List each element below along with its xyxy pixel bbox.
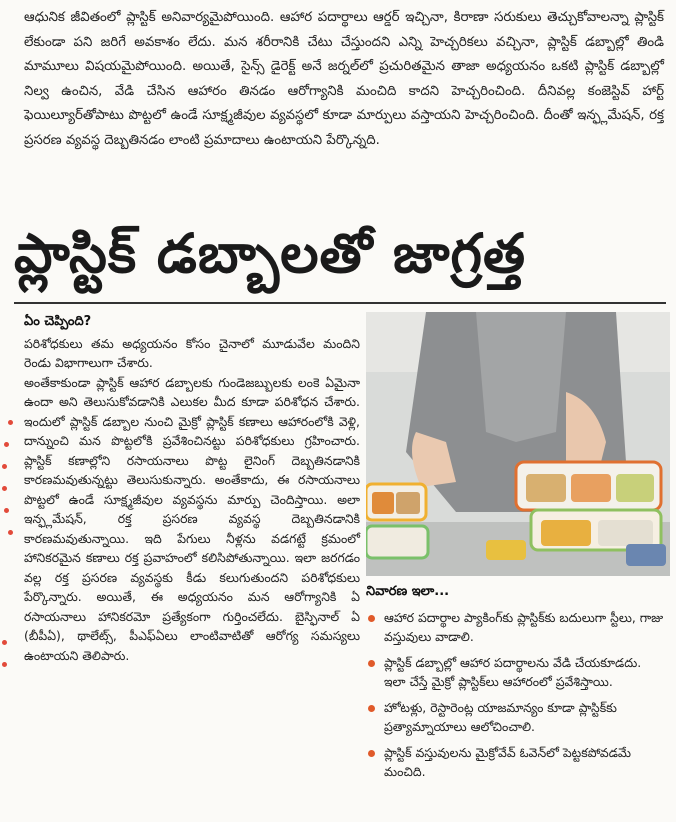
intro-paragraph-block (24, 6, 664, 153)
food-containers-photo (366, 312, 670, 576)
bullet-dot-icon (368, 615, 375, 622)
prevention-item (366, 653, 666, 692)
prevention-column (366, 582, 666, 788)
headline-rule (14, 302, 666, 304)
prevention-item-text: హోటళ్లు, రెస్టారెంట్ల యాజమాన్యం కూడా ప్లాస్టిక్‌కు ప్రత్యామ్నాయాలు ఆలోచించాలి. (384, 699, 617, 734)
prevention-item-text: ప్లాస్టిక్ వస్తువులను మైక్రోవేవ్ ఓవెన్‌లో పెట్టకపోవడమే మంచిది. (384, 744, 632, 779)
prevention-item (366, 743, 666, 782)
prevention-item (366, 608, 666, 647)
story-paragraph-1: పరిశోధకులు తమ అధ్యయనం కోసం చైనాలో మూడువేల మందిని రెండు విభాగాలుగా చేశారు. (24, 335, 360, 370)
bullet-dot-icon (368, 660, 375, 667)
prevention-item-text: ప్లాస్టిక్ డబ్బాల్లో ఆహార పదార్థాలను వేడి చేయకూడదు. ఇలా చేస్తే మైక్రో ప్లాస్టిక్‌లు ఆహారంలో ప్రవేశిస్తాయి. (384, 654, 642, 689)
story-paragraph-2: అంతేకాకుండా ప్లాస్టిక్ ఆహార డబ్బాలకు గుండెజబ్బులకు లంకె ఏమైనా ఉందా అని తెలుసుకోవడానికి ఎలుకల మీద కూడా పరిశోధన చేశారు. ఇందులో ప్లాస్టిక్ డబ్బాల నుంచి మైక్రో ప్లాస్టిక్ కణాలు ఆహారంలోకి వెళ్లి, దాన్నుంచి మన పొట్టలోకి ప్రవేశించినట్టు పరిశోధకులు గ్రహించారు. ప్లాస్టిక్ కణాల్లోని రసాయనాలు పొట్ట లైనింగ్ దెబ్బతినడానికి కారణమవుతున్నట్టు తెలుసుకున్నారు. అంతేకాదు, ఈ రసాయనాలు పొట్టలో ఉండే సూక్ష్మజీవుల వ్యవస్థను మార్పు చెందిస్తాయి. అలా ఇన్ఫ్లమేషన్, రక్త ప్రసరణ వ్యవస్థ దెబ్బతినడానికి కారణమవుతున్నాయి. ఇది పేగులు నీళ్లను వడగట్టే క్రమంలో హానికరమైన కణాలు రక్త ప్రవాహంలో కలిసిపోతున్నాయి. ఇలా జరగడం వల్ల రక్త ప్రసరణ వ్యవస్థకు కీడు కలుగుతుందని పరిశోధకులు పేర్కొన్నారు. అయితే, ఈ అధ్యయనం మన ఆరోగ్యానికి ఏ రసాయనాలు హానికరమో ప్రత్యేకంగా గుర్తించలేదు. బైస్ఫినాల్ ఏ (బీపీఏ), థాలేట్స్, పీఎఫ్‌ఏలు లాంటివాటితో ఆరోగ్య సమస్యలు ఉంటాయని తెలిపారు. (24, 374, 360, 663)
bullet-dot-icon (368, 705, 375, 712)
prevention-list (366, 608, 666, 782)
headline: ప్లాస్టిక్ డబ్బాలతో జాగ్రత్త (14, 222, 527, 285)
story-heading: ఏం చెప్పింది? (24, 314, 92, 329)
decorative-dots (2, 420, 16, 680)
intro-paragraph: ఆధునిక జీవితంలో ప్లాస్టిక్ అనివార్యమైపోయింది. ఆహార పదార్థాలు ఆర్డర్ ఇచ్చినా, కిరాణా సరుకులు తెచ్చుకోవాలన్నా ప్లాస్టిక్ లేకుండా పని జరిగే అవకాశం లేదు. మన శరీరానికి చేటు చేస్తుందని ఎన్ని హెచ్చరికలు వచ్చినా, ప్లాస్టిక్ డబ్బాల్లో తిండి మామూలు విషయమైపోయింది. అయితే, సైన్స్ డైరెక్ట్ అనే జర్నల్‌లో ప్రచురితమైన తాజా అధ్యయనం ఒకటి ప్లాస్టిక్ డబ్బాల్లో నిల్వ ఉంచిన, వేడి చేసిన ఆహారం తినడం ఆరోగ్యానికి మంచిది కాదని హెచ్చరించింది. దీనివల్ల కంజెస్టివ్ హార్ట్ ఫెయిల్యూర్‌తోపాటు పొట్టలో ఉండే సూక్ష్మజీవుల వ్యవస్థలో కూడా మార్పులు వస్తాయని హెచ్చరించింది. దీంతో ఇన్ఫ్లమేషన్, రక్త ప్రసరణ వ్యవస్థ దెబ్బతినడం లాంటి ప్రమాదాలు ఉంటాయని పేర్కొన్నది. (24, 10, 664, 148)
prevention-item (366, 698, 666, 737)
prevention-heading: నివారణ ఇలా... (366, 584, 450, 599)
prevention-item-text: ఆహార పదార్థాల ప్యాకింగ్‌కు ప్లాస్టిక్‌కు బదులుగా స్టీలు, గాజు వస్తువులు వాడాలి. (384, 609, 664, 644)
bullet-dot-icon (368, 750, 375, 757)
story-column (24, 312, 360, 665)
